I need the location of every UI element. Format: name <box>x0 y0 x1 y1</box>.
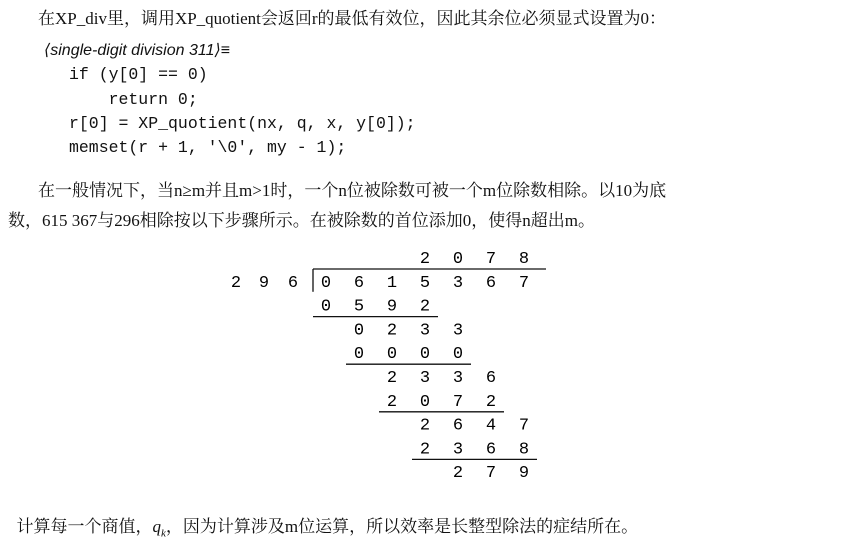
step-digit: 0 <box>419 345 431 365</box>
step-digit: 0 <box>419 392 431 412</box>
step-digit: 6 <box>485 369 497 388</box>
step-digit: 3 <box>452 369 464 388</box>
paragraph-conclusion <box>8 492 638 539</box>
paragraph-intro: 在XP_div里，调用XP_quotient会返回r的最低有效位，因此其余位必须显式设置为0： <box>38 9 667 28</box>
code-line: memset(r + 1, '\0', my - 1); <box>69 138 347 157</box>
step-digit: 0 <box>353 321 365 341</box>
code-line: return 0; <box>69 90 198 109</box>
conclusion-text-post: ，因为计算涉及m位运算，所以效率是长整型除法的症结所在。 <box>165 517 639 536</box>
quotient-digit: 7 <box>485 250 497 269</box>
step-digit: 7 <box>485 464 497 484</box>
quotient-digit: 2 <box>419 250 431 269</box>
step-digit: 2 <box>419 297 431 317</box>
quotient-digit: 8 <box>518 250 530 269</box>
conclusion-text-pre: 计算每一个商值， <box>16 517 153 536</box>
step-digit: 2 <box>419 416 431 436</box>
paragraph-general-case-line2: 数，615 367与296相除按以下步骤所示。在被除数的首位添加0，使得n超出m。 <box>8 211 595 230</box>
step-digit: 6 <box>452 416 464 436</box>
step-digit: 2 <box>419 440 431 460</box>
step-digit: 0 <box>386 345 398 365</box>
divisor-digit: 6 <box>287 273 299 293</box>
quotient-digit: 0 <box>452 250 464 269</box>
step-digit: 3 <box>452 321 464 341</box>
step-digit: 0 <box>353 345 365 365</box>
step-digit: 9 <box>518 464 530 484</box>
code-line: r[0] = XP_quotient(nx, q, x, y[0]); <box>69 114 416 133</box>
dividend-digit: 7 <box>518 273 530 293</box>
paragraph-general-case-line1: 在一般情况下，当n≥m并且m>1时，一个n位被除数可被一个m位除数相除。以10为底 <box>38 181 667 200</box>
step-digit: 2 <box>386 321 398 341</box>
dividend-digit: 5 <box>419 273 431 293</box>
quotient-subscript: k <box>161 527 166 539</box>
step-digit: 2 <box>386 369 398 388</box>
divisor-digit: 9 <box>258 273 270 293</box>
long-division-diagram <box>0 240 846 500</box>
step-digit: 2 <box>452 464 464 484</box>
quotient-variable: q <box>152 517 161 536</box>
step-digit: 3 <box>419 321 431 341</box>
step-digit: 3 <box>452 440 464 460</box>
step-digit: 7 <box>452 392 464 412</box>
step-digit: 0 <box>452 345 464 365</box>
step-digit: 7 <box>518 416 530 436</box>
step-digit: 3 <box>419 369 431 388</box>
dividend-digit: 6 <box>353 273 365 293</box>
dividend-digit: 0 <box>320 273 332 293</box>
step-digit: 2 <box>485 392 497 412</box>
divisor-digit: 2 <box>230 273 242 293</box>
step-digit: 0 <box>320 297 332 317</box>
code-line: if (y[0] == 0) <box>69 65 208 84</box>
step-digit: 9 <box>386 297 398 317</box>
dividend-digit: 1 <box>386 273 398 293</box>
dividend-digit: 3 <box>452 273 464 293</box>
step-digit: 6 <box>485 440 497 460</box>
code-chunk-header: ⟨single-digit division 311⟩≡ <box>44 42 231 59</box>
step-digit: 2 <box>386 392 398 412</box>
step-digit: 8 <box>518 440 530 460</box>
step-digit: 5 <box>353 297 365 317</box>
step-digit: 4 <box>485 416 497 436</box>
dividend-digit: 6 <box>485 273 497 293</box>
